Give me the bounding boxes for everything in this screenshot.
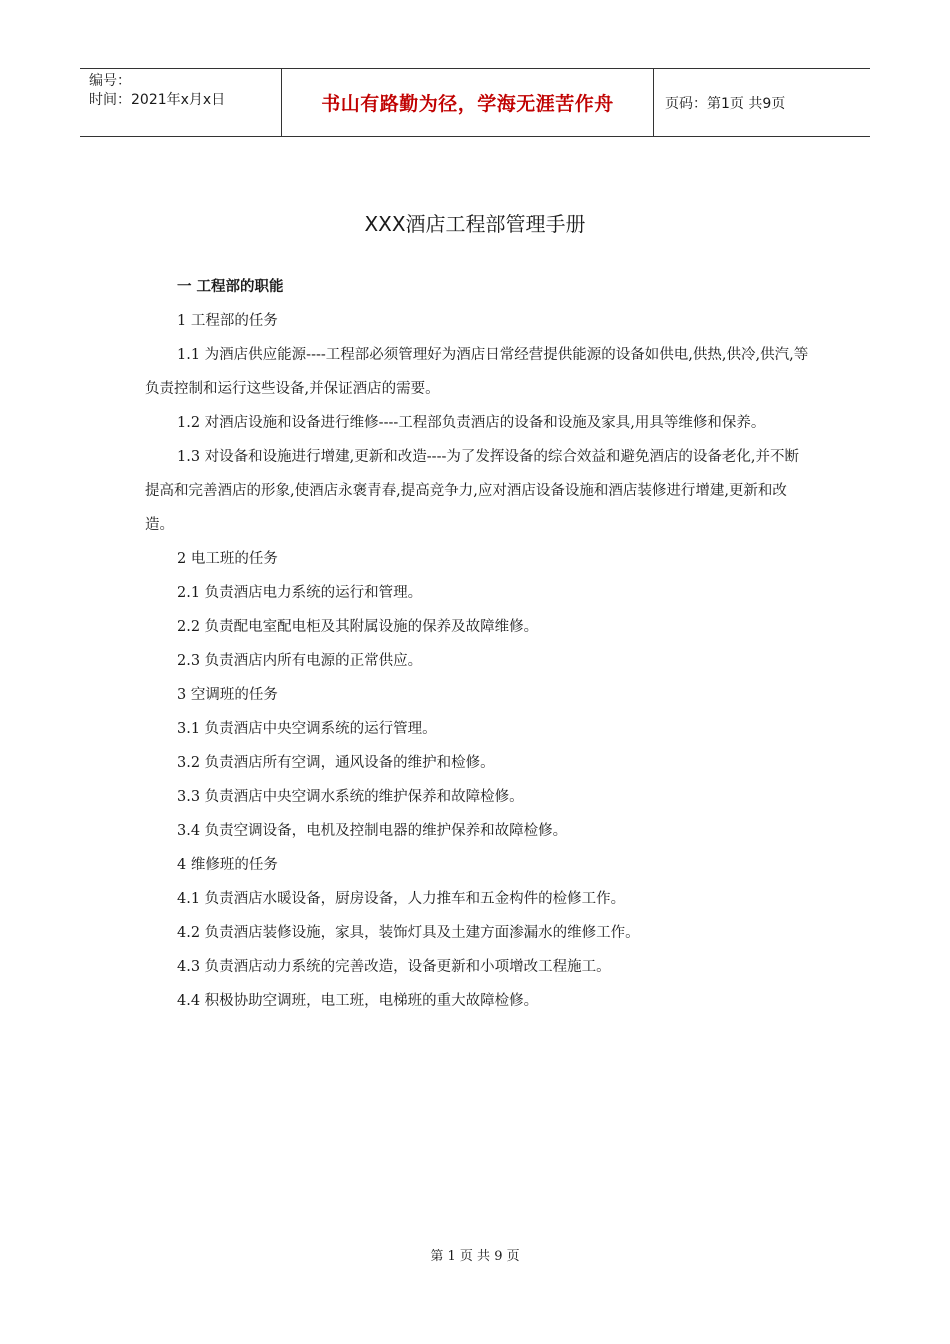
section-heading: 一 工程部的职能	[177, 279, 284, 295]
page-header	[80, 68, 870, 137]
paragraph: 1.2 对酒店设施和设备进行维修----工程部负责酒店的设备和设施及家具,用具等维修和保养。	[177, 415, 766, 431]
subsection-heading: 4 维修班的任务	[177, 857, 278, 873]
paragraph: 4.1 负责酒店水暖设备，厨房设备，人力推车和五金构件的检修工作。	[177, 891, 626, 907]
paragraph: 2.2 负责配电室配电柜及其附属设施的保养及故障维修。	[177, 619, 539, 635]
document-date-label: 时间：2021年x月x日	[89, 92, 226, 108]
document-body	[145, 270, 810, 1018]
subsection-heading: 2 电工班的任务	[177, 551, 278, 567]
paragraph: 3.4 负责空调设备，电机及控制电器的维护保养和故障检修。	[177, 823, 568, 839]
paragraph: 3.3 负责酒店中央空调水系统的维护保养和故障检修。	[177, 789, 524, 805]
document-title: XXX酒店工程部管理手册	[364, 212, 586, 236]
header-motto-cell	[282, 69, 654, 136]
paragraph: 4.2 负责酒店装修设施，家具，装饰灯具及土建方面渗漏水的维修工作。	[177, 925, 640, 941]
subsection-heading: 3 空调班的任务	[177, 687, 278, 703]
paragraph: 4.3 负责酒店动力系统的完善改造，设备更新和小项增改工程施工。	[177, 959, 611, 975]
header-page-info-cell	[654, 69, 870, 136]
header-page-info: 页码：第1页 共9页	[665, 95, 786, 112]
header-meta	[80, 69, 282, 136]
paragraph: 1.3 对设备和设施进行增建,更新和改造----为了发挥设备的综合效益和避免酒店的设备老化,并不断提高和完善酒店的形象,使酒店永褒青春,提高竞争力,应对酒店设备设施和酒店装修进行增建,更新和改造。	[145, 449, 799, 533]
paragraph: 3.1 负责酒店中央空调系统的运行管理。	[177, 721, 437, 737]
paragraph: 3.2 负责酒店所有空调，通风设备的维护和检修。	[177, 755, 495, 771]
paragraph: 2.3 负责酒店内所有电源的正常供应。	[177, 653, 423, 669]
paragraph: 1.1 为酒店供应能源----工程部必须管理好为酒店日常经营提供能源的设备如供电,供热,供冷,供汽,等负责控制和运行这些设备,并保证酒店的需要。	[145, 347, 809, 397]
subsection-heading: 1 工程部的任务	[177, 313, 278, 329]
paragraph: 2.1 负责酒店电力系统的运行和管理。	[177, 585, 423, 601]
paragraph: 4.4 积极协助空调班，电工班，电梯班的重大故障检修。	[177, 993, 539, 1009]
header-motto: 书山有路勤为径，学海无涯苦作舟	[321, 93, 614, 115]
page-footer: 第 1 页 共 9 页	[430, 1249, 520, 1264]
document-number-label: 编号：	[89, 73, 131, 89]
